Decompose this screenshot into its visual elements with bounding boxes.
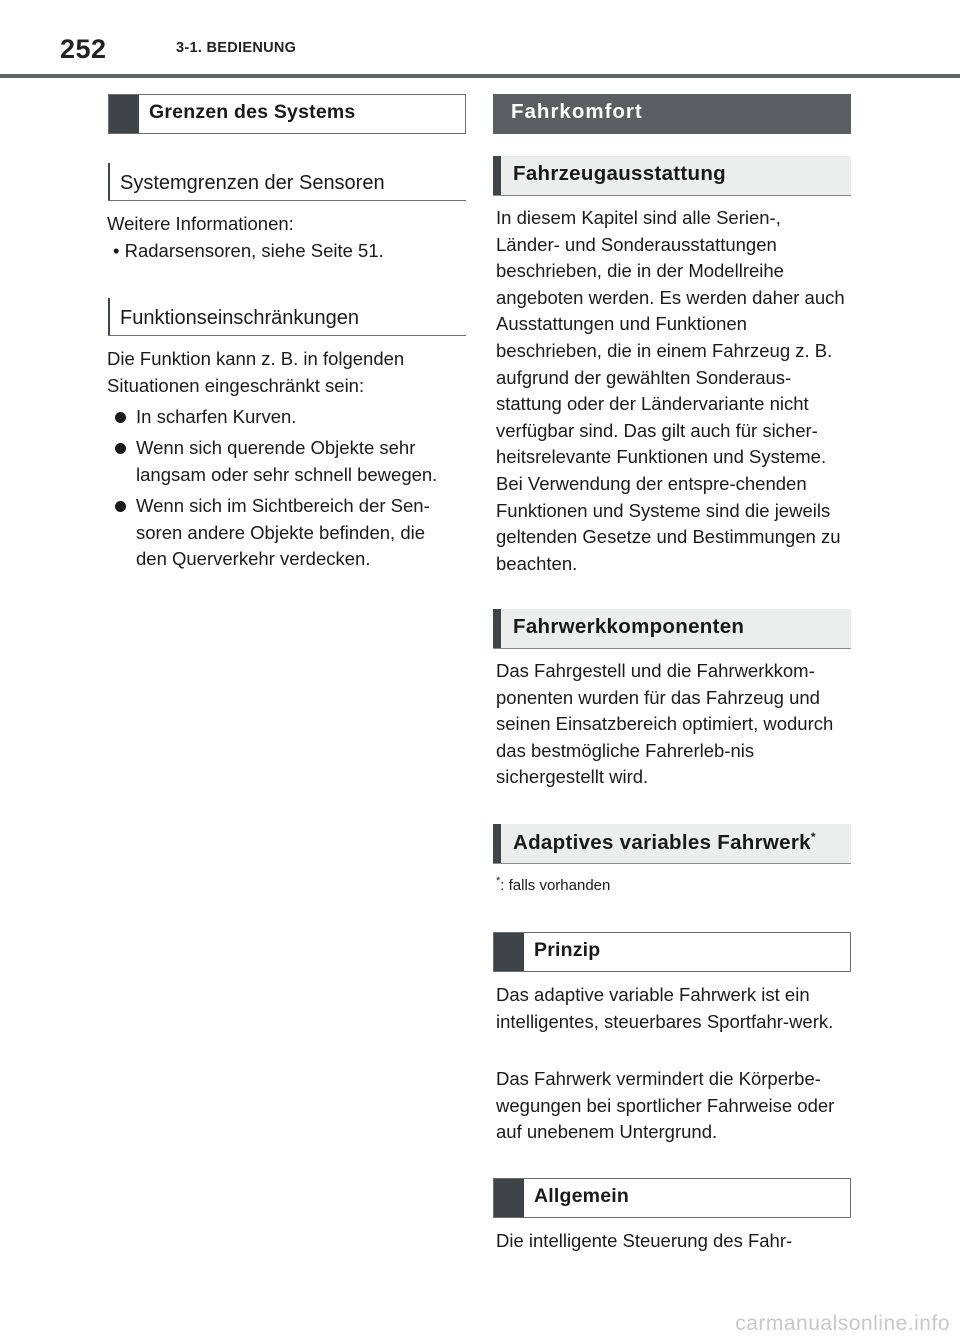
list-item-text: Wenn sich im Sichtbereich der Sen-soren andere Objekte befinden, die den Querverkehr verdecken. <box>136 495 430 570</box>
subheading-bar <box>108 163 110 200</box>
list-item <box>108 404 466 431</box>
equipment-text: In diesem Kapitel sind alle Serien-, Länder- und Sonderausstattungen beschrieben, die in der Modellreihe angeboten werden. Es werden daher auch Ausstattungen und Funktionen beschrieben, die in einem Fahrzeug z. B. aufgrund der gewählten Sonderaus-stattung oder der Ländervariante nicht verfügbar sind. Das gilt auch für sicher-heitsrelevante Funktionen und Systeme. Bei Verwendung der entspre-chenden Funktionen und Systeme sind die jeweils geltenden Gesetze und Bestimmungen zu beachten. <box>496 207 845 574</box>
chapter-heading-label: Fahrkomfort <box>511 100 643 123</box>
heading-principle <box>493 932 851 972</box>
info-intro: Weitere Informationen: <box>107 213 294 234</box>
heading-label: Prinzip <box>534 939 601 961</box>
page-header <box>0 0 960 78</box>
restrictions-intro: Die Funktion kann z. B. in folgenden Situationen eingeschränkt sein: <box>107 348 405 396</box>
heading-label <box>513 830 816 855</box>
bullet-icon <box>115 412 126 423</box>
subheading-bar <box>108 298 110 335</box>
list-item-text: In scharfen Kurven. <box>136 406 297 427</box>
chapter-heading-comfort <box>493 94 851 134</box>
bullet-icon <box>115 501 126 512</box>
heading-general <box>493 1178 851 1218</box>
heading-vehicle-equipment <box>493 156 851 196</box>
heading-label: Allgemein <box>534 1185 629 1207</box>
subheading-restrictions <box>108 298 466 336</box>
subheading-label: Funktionseinschränkungen <box>120 307 360 329</box>
section-heading-label: Grenzen des Systems <box>149 101 356 123</box>
list-item <box>108 435 466 488</box>
heading-bar <box>493 156 501 195</box>
header-rule <box>0 74 960 78</box>
bullet-icon <box>115 443 126 454</box>
heading-label: Fahrzeugausstattung <box>513 162 726 185</box>
section-heading-limits <box>108 94 466 134</box>
heading-bar <box>494 933 524 971</box>
heading-bar <box>494 1179 524 1217</box>
heading-chassis <box>493 609 851 649</box>
radar-reference: • Radarsensoren, siehe Seite 51. <box>113 240 384 261</box>
list-item-text: Wenn sich querende Objekte sehr langsam oder sehr schnell bewegen. <box>136 437 438 485</box>
heading-bar <box>493 609 501 648</box>
heading-bar <box>109 95 139 133</box>
principle-text-1: Das adaptive variable Fahrwerk ist ein intelligentes, steuerbares Sportfahr-werk. <box>496 984 834 1032</box>
footnote-text: : falls vorhanden <box>500 877 611 894</box>
general-text: Die intelligente Steuerung des Fahr- <box>496 1230 793 1251</box>
asterisk-mark: * <box>810 830 816 844</box>
heading-label: Fahrwerkkomponenten <box>513 615 745 638</box>
principle-text-2: Das Fahrwerk vermindert die Körperbe-wegungen bei sportlicher Fahrweise oder auf unebenem Untergrund. <box>496 1068 835 1143</box>
footnote-mark: * <box>496 875 501 887</box>
heading-bar <box>493 824 501 863</box>
watermark: carmanualsonline.info <box>735 1312 950 1335</box>
list-item <box>108 493 458 573</box>
chassis-text: Das Fahrgestell und die Fahrwerkkom-ponenten wurden für das Fahrzeug und seinen Einsatzbereich optimiert, wodurch das bestmögliche Fahrerleb-nis sichergestellt wird. <box>496 660 834 788</box>
page-number: 252 <box>60 34 107 64</box>
heading-text: Adaptives variables Fahrwerk <box>513 830 811 854</box>
chapter-label: 3-1. BEDIENUNG <box>176 40 297 56</box>
heading-adaptive-suspension <box>493 824 851 864</box>
subheading-label: Systemgrenzen der Sensoren <box>120 172 385 194</box>
subheading-sensor-limits <box>108 163 466 201</box>
footnote <box>496 875 610 894</box>
